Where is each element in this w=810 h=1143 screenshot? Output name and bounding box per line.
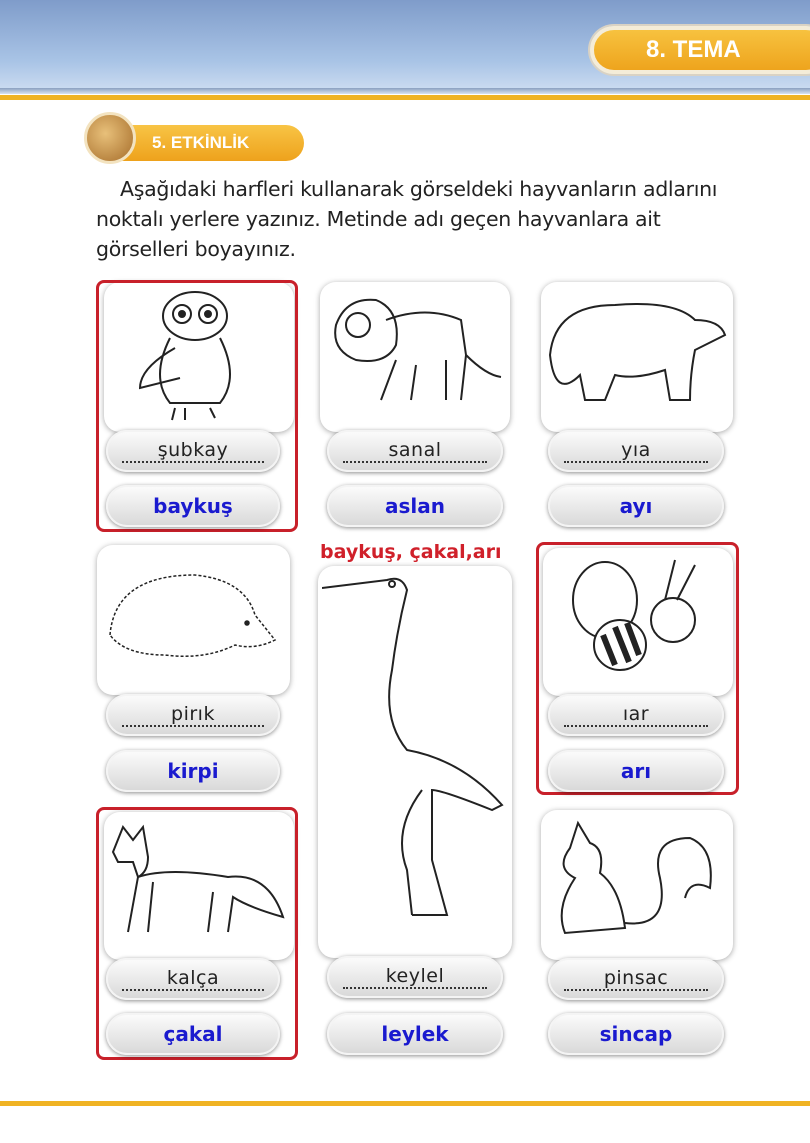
scrambled-fox[interactable]: kalça — [106, 958, 280, 1000]
hint-text: baykuş, çakal,arı — [320, 541, 502, 563]
answer-fox[interactable]: çakal — [106, 1013, 280, 1055]
answer-bear[interactable]: ayı — [548, 485, 724, 527]
scrambled-owl[interactable]: şubkay — [106, 430, 280, 472]
divider — [0, 95, 810, 100]
instructions: Aşağıdaki harfleri kullanarak görseldeki hayvanların adlarını noktalı yerlere yazınız. Metinde adı geçen hayvanlara ait görselleri boyayınız. — [96, 177, 718, 261]
answer-lion[interactable]: aslan — [327, 485, 503, 527]
hedgehog-drawing — [105, 565, 280, 670]
mascot-icon — [84, 112, 136, 164]
scrambled-bee[interactable]: ıar — [548, 694, 724, 736]
footer-divider — [0, 1101, 810, 1106]
divider — [0, 88, 810, 94]
answer-bee[interactable]: arı — [548, 750, 724, 792]
scrambled-stork[interactable]: keylel — [327, 956, 503, 998]
answer-owl[interactable]: baykuş — [106, 485, 280, 527]
scrambled-squirrel[interactable]: pinsac — [548, 958, 724, 1000]
answer-squirrel[interactable]: sincap — [548, 1013, 724, 1055]
activity-badge: 5. ETKİNLİK — [118, 125, 304, 161]
scrambled-bear[interactable]: yıa — [548, 430, 724, 472]
stork-drawing — [322, 570, 507, 925]
scrambled-lion[interactable]: sanal — [327, 430, 503, 472]
lion-drawing — [326, 295, 506, 410]
answer-hedgehog[interactable]: kirpi — [106, 750, 280, 792]
answer-stork[interactable]: leylek — [327, 1013, 503, 1055]
scrambled-hedgehog[interactable]: pirık — [106, 694, 280, 736]
squirrel-drawing — [550, 818, 720, 943]
bear-drawing — [545, 295, 730, 410]
theme-badge: 8. TEMA — [590, 26, 810, 74]
